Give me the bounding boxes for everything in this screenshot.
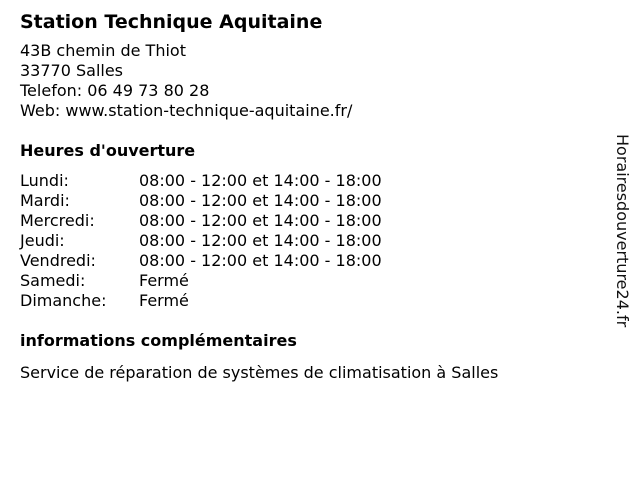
city-postal: 33770 Salles — [20, 61, 124, 80]
time-range: Fermé — [139, 291, 189, 310]
day-label: Dimanche: — [20, 291, 107, 310]
time-range: 08:00 - 12:00 et 14:00 - 18:00 — [139, 171, 382, 190]
hours-row-wednesday — [20, 211, 600, 231]
info-description: Service de réparation de systèmes de climatisation à Salles — [20, 363, 499, 382]
hours-row-monday — [20, 171, 600, 191]
address-block — [20, 41, 600, 121]
hours-heading: Heures d'ouverture — [20, 141, 196, 160]
day-label: Mercredi: — [20, 211, 95, 230]
time-range: 08:00 - 12:00 et 14:00 - 18:00 — [139, 191, 382, 210]
day-label: Jeudi: — [20, 231, 65, 250]
day-label: Mardi: — [20, 191, 70, 210]
time-range: Fermé — [139, 271, 189, 290]
time-range: 08:00 - 12:00 et 14:00 - 18:00 — [139, 211, 382, 230]
business-name: Station Technique Aquitaine — [20, 11, 323, 33]
info-heading: informations complémentaires — [20, 331, 297, 350]
day-label: Samedi: — [20, 271, 86, 290]
time-range: 08:00 - 12:00 et 14:00 - 18:00 — [139, 231, 382, 250]
day-label: Lundi: — [20, 171, 69, 190]
street-address: 43B chemin de Thiot — [20, 41, 186, 60]
day-label: Vendredi: — [20, 251, 96, 270]
hours-row-tuesday — [20, 191, 600, 211]
phone-number: Telefon: 06 49 73 80 28 — [20, 81, 210, 100]
site-watermark: Horairesdouverture24.fr — [613, 134, 632, 328]
hours-row-thursday — [20, 231, 600, 251]
business-card — [20, 10, 600, 383]
hours-table — [20, 171, 600, 311]
hours-row-friday — [20, 251, 600, 271]
hours-row-sunday — [20, 291, 600, 311]
time-range: 08:00 - 12:00 et 14:00 - 18:00 — [139, 251, 382, 270]
website-link[interactable]: Web: www.station-technique-aquitaine.fr/ — [20, 101, 353, 120]
hours-row-saturday — [20, 271, 600, 291]
